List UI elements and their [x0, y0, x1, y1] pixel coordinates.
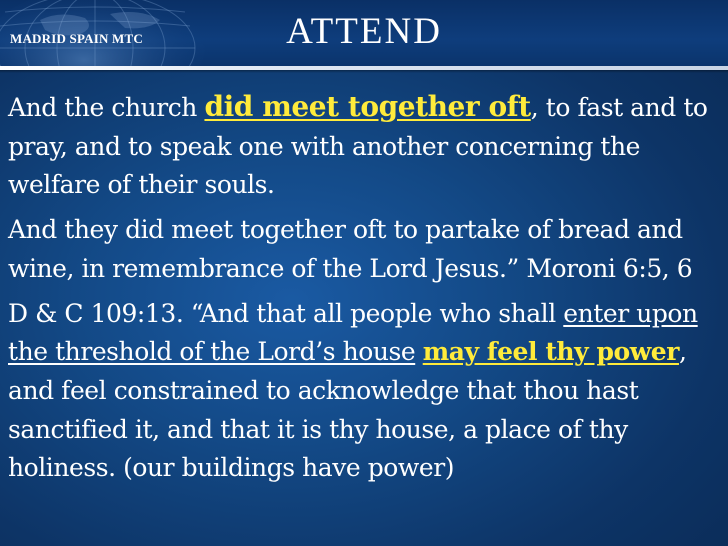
p3-text-end: , and feel constrained to acknowledge that thou hast sanctified it, and that it is thy house, a place of thy holiness. (our buildings have power): [8, 337, 687, 483]
slide-title: ATTEND: [286, 11, 442, 52]
p3-text-start: D & C 109:13. “And that all people who shall: [8, 298, 564, 328]
p3-space: [415, 337, 423, 366]
p1-highlight: did meet together oft: [204, 90, 531, 123]
p3-underlined: enter upon the threshold of the Lord’s house: [8, 298, 698, 367]
paragraph-2: And they did meet together oft to partake of bread and wine, in remembrance of the Lord Jesus.” Moroni 6:5, 6: [8, 215, 693, 283]
p1-text-end: , to fast and to pray, and to speak one with another concerning the welfare of their souls.: [8, 93, 708, 200]
p3-highlight: may feel thy power: [422, 337, 679, 367]
slide-body: [8, 88, 720, 488]
header-divider-shadow: [0, 70, 728, 73]
paragraph-3: [8, 295, 720, 489]
org-label: MADRID SPAIN MTC: [10, 31, 143, 46]
paragraph-1: [8, 88, 720, 205]
p1-text-start: And the church: [8, 93, 205, 122]
